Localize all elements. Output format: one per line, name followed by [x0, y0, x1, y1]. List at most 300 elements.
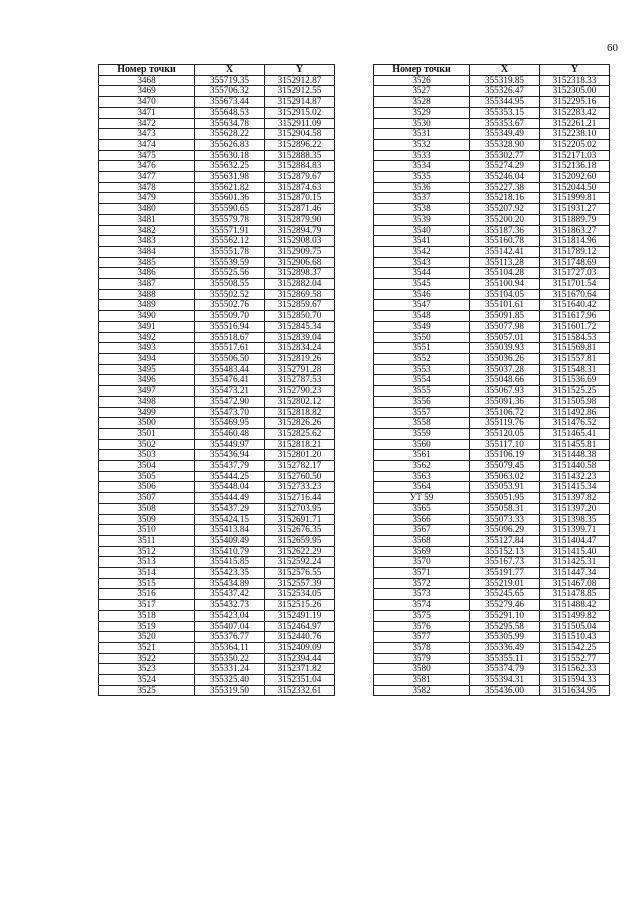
- cell-x: 355349.49: [470, 129, 540, 140]
- cell-y: 3152409.09: [265, 642, 335, 653]
- cell-point-number: 3484: [99, 246, 195, 257]
- cell-x: 355053.91: [470, 482, 540, 493]
- cell-y: 3152716.44: [265, 493, 335, 504]
- cell-point-number: 3487: [99, 279, 195, 290]
- cell-point-number: 3500: [99, 418, 195, 429]
- table-row: [374, 493, 610, 504]
- cell-y: 3152882.04: [265, 279, 335, 290]
- cell-y: 3151488.42: [540, 600, 610, 611]
- cell-x: 355227.38: [470, 182, 540, 193]
- table-body-left: [99, 75, 335, 696]
- cell-x: 355579.78: [195, 214, 265, 225]
- cell-y: 3152576.55: [265, 568, 335, 579]
- cell-x: 355437.42: [195, 589, 265, 600]
- table-row: [99, 225, 335, 236]
- table-row: [99, 107, 335, 118]
- cell-point-number: 3472: [99, 118, 195, 129]
- cell-point-number: 3507: [99, 493, 195, 504]
- cell-point-number: 3480: [99, 204, 195, 215]
- table-row: [374, 407, 610, 418]
- table-row: [374, 653, 610, 664]
- table-row: [99, 675, 335, 686]
- cell-y: 3151505.04: [540, 621, 610, 632]
- cell-x: 355319.50: [195, 685, 265, 696]
- table-row: [374, 257, 610, 268]
- table-row: [99, 129, 335, 140]
- cell-y: 3152914.87: [265, 97, 335, 108]
- cell-y: 3152592.24: [265, 557, 335, 568]
- cell-y: 3152332.61: [265, 685, 335, 696]
- cell-y: 3151814.96: [540, 236, 610, 247]
- cell-point-number: 3547: [374, 300, 470, 311]
- cell-y: 3152906.68: [265, 257, 335, 268]
- cell-y: 3151465.41: [540, 428, 610, 439]
- table-row: [99, 353, 335, 364]
- cell-x: 355673.44: [195, 97, 265, 108]
- cell-y: 3151562.33: [540, 664, 610, 675]
- table-row: [374, 246, 610, 257]
- table-row: [374, 375, 610, 386]
- cell-y: 3152782.17: [265, 461, 335, 472]
- cell-point-number: УТ 59: [374, 493, 470, 504]
- table-row: [374, 621, 610, 632]
- cell-x: 355057.01: [470, 332, 540, 343]
- cell-point-number: 3562: [374, 461, 470, 472]
- cell-y: 3151594.33: [540, 675, 610, 686]
- cell-point-number: 3575: [374, 610, 470, 621]
- cell-point-number: 3485: [99, 257, 195, 268]
- cell-point-number: 3559: [374, 428, 470, 439]
- table-row: [374, 118, 610, 129]
- cell-y: 3151569.81: [540, 343, 610, 354]
- cell-x: 355506.50: [195, 353, 265, 364]
- table-row: [374, 353, 610, 364]
- table-row: [374, 332, 610, 343]
- cell-point-number: 3533: [374, 150, 470, 161]
- table-row: [374, 600, 610, 611]
- cell-point-number: 3509: [99, 514, 195, 525]
- table-row: [374, 664, 610, 675]
- cell-x: 355409.49: [195, 535, 265, 546]
- cell-point-number: 3580: [374, 664, 470, 675]
- table-row: [99, 86, 335, 97]
- cell-x: 355502.76: [195, 300, 265, 311]
- cell-point-number: 3468: [99, 75, 195, 86]
- table-row: [99, 343, 335, 354]
- cell-point-number: 3577: [374, 632, 470, 643]
- cell-y: 3151584.53: [540, 332, 610, 343]
- cell-x: 355191.77: [470, 568, 540, 579]
- cell-y: 3152826.26: [265, 418, 335, 429]
- cell-x: 355353.67: [470, 118, 540, 129]
- cell-x: 355374.79: [470, 664, 540, 675]
- cell-y: 3152908.03: [265, 236, 335, 247]
- table-row: [374, 139, 610, 150]
- table-row: [99, 332, 335, 343]
- cell-point-number: 3571: [374, 568, 470, 579]
- cell-y: 3151467.08: [540, 578, 610, 589]
- table-row: [374, 610, 610, 621]
- cell-y: 3151432.23: [540, 471, 610, 482]
- table-row: [99, 246, 335, 257]
- table-row: [374, 568, 610, 579]
- cell-point-number: 3541: [374, 236, 470, 247]
- cell-y: 3152305.00: [540, 86, 610, 97]
- table-header-row: [374, 65, 610, 76]
- cell-x: 355207.92: [470, 204, 540, 215]
- table-header-row: [99, 65, 335, 76]
- table-row: [99, 461, 335, 472]
- cell-point-number: 3567: [374, 525, 470, 536]
- table-row: [99, 482, 335, 493]
- cell-y: 3151399.71: [540, 525, 610, 536]
- coordinates-table-left: [98, 64, 335, 696]
- cell-point-number: 3582: [374, 685, 470, 696]
- table-row: [374, 193, 610, 204]
- table-row: [99, 396, 335, 407]
- cell-y: 3152351.04: [265, 675, 335, 686]
- table-row: [99, 268, 335, 279]
- table-row: [374, 343, 610, 354]
- cell-x: 355355.11: [470, 653, 540, 664]
- cell-point-number: 3511: [99, 535, 195, 546]
- table-row: [374, 525, 610, 536]
- table-row: [99, 471, 335, 482]
- cell-y: 3152622.29: [265, 546, 335, 557]
- cell-x: 355104.05: [470, 289, 540, 300]
- cell-x: 355436.00: [470, 685, 540, 696]
- cell-x: 355601.36: [195, 193, 265, 204]
- cell-y: 3152283.42: [540, 107, 610, 118]
- cell-x: 355101.61: [470, 300, 540, 311]
- table-row: [99, 364, 335, 375]
- cell-x: 355590.65: [195, 204, 265, 215]
- header-point-number: Номер точки: [374, 65, 470, 76]
- cell-point-number: 3524: [99, 675, 195, 686]
- table-row: [374, 461, 610, 472]
- cell-x: 355413.84: [195, 525, 265, 536]
- table-row: [99, 193, 335, 204]
- cell-x: 355472.90: [195, 396, 265, 407]
- cell-y: 3152790.23: [265, 386, 335, 397]
- cell-point-number: 3477: [99, 172, 195, 183]
- table-row: [99, 568, 335, 579]
- cell-y: 3152912.87: [265, 75, 335, 86]
- cell-y: 3151640.42: [540, 300, 610, 311]
- cell-x: 355274.29: [470, 161, 540, 172]
- table-row: [374, 546, 610, 557]
- cell-point-number: 3535: [374, 172, 470, 183]
- cell-point-number: 3527: [374, 86, 470, 97]
- cell-x: 355424.15: [195, 514, 265, 525]
- cell-point-number: 3483: [99, 236, 195, 247]
- table-row: [99, 118, 335, 129]
- table-row: [99, 664, 335, 675]
- cell-x: 355218.16: [470, 193, 540, 204]
- cell-x: 355437.29: [195, 503, 265, 514]
- cell-y: 3152819.26: [265, 353, 335, 364]
- cell-y: 3152295.16: [540, 97, 610, 108]
- table-row: [374, 642, 610, 653]
- table-row: [374, 685, 610, 696]
- cell-point-number: 3495: [99, 364, 195, 375]
- cell-y: 3152394.44: [265, 653, 335, 664]
- table-row: [374, 396, 610, 407]
- cell-x: 355432.73: [195, 600, 265, 611]
- cell-point-number: 3520: [99, 632, 195, 643]
- cell-point-number: 3522: [99, 653, 195, 664]
- cell-y: 3152896.22: [265, 139, 335, 150]
- cell-point-number: 3521: [99, 642, 195, 653]
- cell-y: 3152818.21: [265, 439, 335, 450]
- cell-y: 3152859.67: [265, 300, 335, 311]
- cell-point-number: 3545: [374, 279, 470, 290]
- table-row: [99, 279, 335, 290]
- cell-point-number: 3514: [99, 568, 195, 579]
- cell-x: 355483.44: [195, 364, 265, 375]
- cell-x: 355037.28: [470, 364, 540, 375]
- cell-y: 3152845.34: [265, 321, 335, 332]
- cell-y: 3152515.26: [265, 600, 335, 611]
- cell-point-number: 3497: [99, 386, 195, 397]
- cell-y: 3152557.39: [265, 578, 335, 589]
- table-row: [374, 214, 610, 225]
- cell-x: 355376.77: [195, 632, 265, 643]
- cell-point-number: 3529: [374, 107, 470, 118]
- cell-point-number: 3478: [99, 182, 195, 193]
- table-row: [99, 236, 335, 247]
- cell-x: 355448.04: [195, 482, 265, 493]
- cell-x: 355187.36: [470, 225, 540, 236]
- table-row: [99, 418, 335, 429]
- cell-point-number: 3534: [374, 161, 470, 172]
- cell-y: 3152205.02: [540, 139, 610, 150]
- cell-y: 3151542.25: [540, 642, 610, 653]
- cell-point-number: 3528: [374, 97, 470, 108]
- cell-x: 355142.41: [470, 246, 540, 257]
- cell-point-number: 3563: [374, 471, 470, 482]
- cell-y: 3152801.20: [265, 450, 335, 461]
- cell-y: 3151447.34: [540, 568, 610, 579]
- cell-point-number: 3561: [374, 450, 470, 461]
- cell-x: 355328.90: [470, 139, 540, 150]
- cell-x: 355449.97: [195, 439, 265, 450]
- cell-x: 355508.55: [195, 279, 265, 290]
- cell-y: 3152912.55: [265, 86, 335, 97]
- table-row: [374, 97, 610, 108]
- table-row: [374, 364, 610, 375]
- cell-point-number: 3513: [99, 557, 195, 568]
- cell-x: 355648.53: [195, 107, 265, 118]
- table-row: [99, 600, 335, 611]
- cell-y: 3152659.95: [265, 535, 335, 546]
- table-row: [99, 642, 335, 653]
- cell-y: 3151727.03: [540, 268, 610, 279]
- cell-point-number: 3531: [374, 129, 470, 140]
- cell-point-number: 3491: [99, 321, 195, 332]
- cell-y: 3152703.95: [265, 503, 335, 514]
- cell-point-number: 3471: [99, 107, 195, 118]
- cell-x: 355473.21: [195, 386, 265, 397]
- cell-y: 3152044.50: [540, 182, 610, 193]
- cell-y: 3151404.47: [540, 535, 610, 546]
- table-row: [374, 632, 610, 643]
- cell-x: 355279.46: [470, 600, 540, 611]
- cell-x: 355336.49: [470, 642, 540, 653]
- table-row: [99, 150, 335, 161]
- cell-point-number: 3501: [99, 428, 195, 439]
- cell-y: 3151478.85: [540, 589, 610, 600]
- table-row: [374, 557, 610, 568]
- cell-point-number: 3489: [99, 300, 195, 311]
- table-row: [99, 589, 335, 600]
- cell-x: 355077.98: [470, 321, 540, 332]
- table-row: [99, 535, 335, 546]
- cell-x: 355517.61: [195, 343, 265, 354]
- table-row: [374, 311, 610, 322]
- cell-y: 3151670.64: [540, 289, 610, 300]
- cell-point-number: 3536: [374, 182, 470, 193]
- cell-y: 3152676.35: [265, 525, 335, 536]
- table-row: [374, 129, 610, 140]
- cell-point-number: 3508: [99, 503, 195, 514]
- cell-x: 355091.36: [470, 396, 540, 407]
- cell-y: 3151397.20: [540, 503, 610, 514]
- table-row: [374, 386, 610, 397]
- cell-y: 3152464.97: [265, 621, 335, 632]
- table-row: [99, 214, 335, 225]
- cell-x: 355632.25: [195, 161, 265, 172]
- cell-y: 3151499.82: [540, 610, 610, 621]
- cell-y: 3151789.12: [540, 246, 610, 257]
- cell-x: 355539.59: [195, 257, 265, 268]
- cell-y: 3152839.04: [265, 332, 335, 343]
- table-row: [374, 161, 610, 172]
- coordinates-table-right: [373, 64, 610, 696]
- cell-x: 355364.11: [195, 642, 265, 653]
- table-row: [99, 204, 335, 215]
- cell-x: 355200.20: [470, 214, 540, 225]
- cell-y: 3152136.18: [540, 161, 610, 172]
- table-row: [99, 172, 335, 183]
- cell-x: 355067.93: [470, 386, 540, 397]
- cell-x: 355423.35: [195, 568, 265, 579]
- cell-y: 3152318.33: [540, 75, 610, 86]
- header-point-number: Номер точки: [99, 65, 195, 76]
- table-row: [99, 182, 335, 193]
- cell-x: 355246.04: [470, 172, 540, 183]
- cell-x: 355245.65: [470, 589, 540, 600]
- cell-y: 3152884.83: [265, 161, 335, 172]
- cell-y: 3151617.96: [540, 311, 610, 322]
- cell-y: 3151415.34: [540, 482, 610, 493]
- table-row: [99, 289, 335, 300]
- table-row: [374, 471, 610, 482]
- cell-point-number: 3539: [374, 214, 470, 225]
- table-row: [374, 225, 610, 236]
- table-row: [374, 418, 610, 429]
- table-row: [99, 75, 335, 86]
- table-row: [99, 514, 335, 525]
- cell-x: 355350.22: [195, 653, 265, 664]
- cell-x: 355525.56: [195, 268, 265, 279]
- cell-x: 355628.22: [195, 129, 265, 140]
- table-row: [374, 268, 610, 279]
- cell-x: 355469.95: [195, 418, 265, 429]
- cell-x: 355415.85: [195, 557, 265, 568]
- cell-x: 355326.47: [470, 86, 540, 97]
- cell-x: 355104.28: [470, 268, 540, 279]
- cell-x: 355516.94: [195, 321, 265, 332]
- cell-point-number: 3568: [374, 535, 470, 546]
- cell-x: 355344.95: [470, 97, 540, 108]
- cell-x: 355120.05: [470, 428, 540, 439]
- cell-x: 355048.66: [470, 375, 540, 386]
- cell-y: 3151748.69: [540, 257, 610, 268]
- cell-point-number: 3499: [99, 407, 195, 418]
- cell-y: 3152871.46: [265, 204, 335, 215]
- header-y: Y: [265, 65, 335, 76]
- cell-y: 3151455.81: [540, 439, 610, 450]
- cell-point-number: 3554: [374, 375, 470, 386]
- cell-x: 355436.94: [195, 450, 265, 461]
- cell-y: 3151398.35: [540, 514, 610, 525]
- cell-x: 355626.83: [195, 139, 265, 150]
- cell-point-number: 3502: [99, 439, 195, 450]
- table-row: [99, 300, 335, 311]
- table-row: [99, 161, 335, 172]
- cell-point-number: 3566: [374, 514, 470, 525]
- cell-y: 3151510.43: [540, 632, 610, 643]
- cell-point-number: 3518: [99, 610, 195, 621]
- cell-y: 3151525.25: [540, 386, 610, 397]
- cell-y: 3151548.31: [540, 364, 610, 375]
- table-row: [99, 493, 335, 504]
- cell-point-number: 3574: [374, 600, 470, 611]
- table-row: [99, 653, 335, 664]
- cell-y: 3151425.31: [540, 557, 610, 568]
- cell-y: 3151397.82: [540, 493, 610, 504]
- cell-x: 355100.94: [470, 279, 540, 290]
- cell-y: 3152818.82: [265, 407, 335, 418]
- cell-x: 355167.73: [470, 557, 540, 568]
- cell-x: 355319.85: [470, 75, 540, 86]
- cell-point-number: 3540: [374, 225, 470, 236]
- cell-point-number: 3486: [99, 268, 195, 279]
- cell-point-number: 3579: [374, 653, 470, 664]
- cell-x: 355353.15: [470, 107, 540, 118]
- table-row: [99, 257, 335, 268]
- cell-point-number: 3549: [374, 321, 470, 332]
- cell-x: 355473.70: [195, 407, 265, 418]
- cell-point-number: 3479: [99, 193, 195, 204]
- table-row: [374, 150, 610, 161]
- cell-point-number: 3532: [374, 139, 470, 150]
- cell-point-number: 3542: [374, 246, 470, 257]
- cell-x: 355291.10: [470, 610, 540, 621]
- cell-x: 355113.28: [470, 257, 540, 268]
- cell-point-number: 3558: [374, 418, 470, 429]
- cell-y: 3152850.70: [265, 311, 335, 322]
- cell-y: 3151415.40: [540, 546, 610, 557]
- cell-point-number: 3543: [374, 257, 470, 268]
- cell-point-number: 3503: [99, 450, 195, 461]
- table-row: [99, 621, 335, 632]
- cell-y: 3151492.86: [540, 407, 610, 418]
- cell-x: 355551.78: [195, 246, 265, 257]
- table-row: [99, 386, 335, 397]
- cell-y: 3152888.35: [265, 150, 335, 161]
